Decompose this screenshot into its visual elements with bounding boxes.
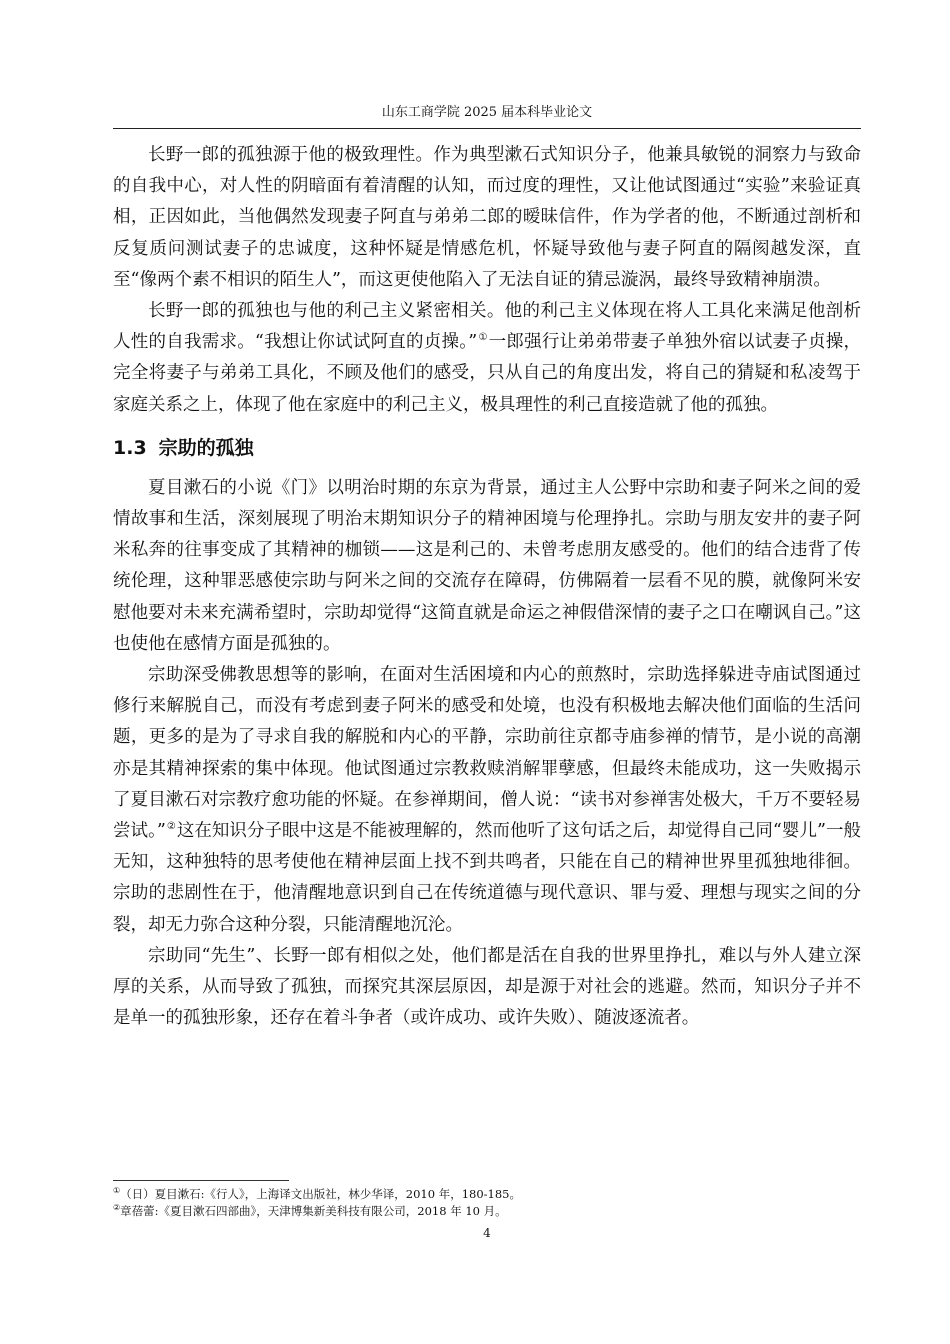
paragraph-4 <box>113 660 861 941</box>
footnote-1-text: （日）夏目漱石:《行人》，上海译文出版社，林少华译，2010 年，180-185。 <box>120 1187 522 1201</box>
footnote-1 <box>113 1186 861 1203</box>
paragraph-2-text-a: 长野一郎的孤独也与他的利己主义紧密相关。他的利己主义体现在将人工具化来满足他剖析人性的自我需求。“我想让你试试阿直的贞操。” <box>113 301 861 353</box>
paragraph-1: 长野一郎的孤独源于他的极致理性。作为典型漱石式知识分子，他兼具敏锐的洞察力与致命的自我中心，对人性的阴暗面有着清醒的认知，而过度的理性，又让他试图通过“实验”来验证真相，正因如此，当他偶然发现妻子阿直与弟弟二郎的暧昧信件，作为学者的他，不断通过剖析和反复质问测试妻子的忠诚度，这种怀疑是情感危机，怀疑导致他与妻子阿直的隔阂越发深，直至“像两个素不相识的陌生人”，而这更使他陷入了无法自证的猜忌漩涡，最终导致精神崩溃。 <box>113 145 861 290</box>
section-number: 1.3 <box>113 436 147 459</box>
body-text <box>113 140 861 1034</box>
header-rule <box>113 128 861 129</box>
paragraph-4-text-a: 宗助深受佛教思想等的影响，在面对生活困境和内心的煎熬时，宗助选择躲进寺庙试图通过修行来解脱自己，而没有考虑到妻子阿米的感受和处境，也没有积极地去解决他们面临的生活问题，更多的是为了寻求自我的解脱和内心的平静，宗助前往京都寺庙参禅的情节，是小说的高潮亦是其精神探索的集中体现。他试图通过宗教救赎消解罪孽感，但最终未能成功，这一失败揭示了夏目漱石对宗教疗愈功能的怀疑。在参禅期间，僧人说：“读书对参禅害处极大，千万不要轻易尝试。” <box>113 665 861 842</box>
footnote-rule <box>113 1180 289 1181</box>
paragraph-5: 宗助同“先生”、长野一郎有相似之处，他们都是活在自我的世界里挣扎，难以与外人建立深厚的关系，从而导致了孤独，而探究其深层原因，却是源于对社会的逃避。然而，知识分子并不是单一的孤独形象，还存在着斗争者（或许成功、或许失败）、随波逐流者。 <box>113 945 861 1029</box>
page-number: 4 <box>483 1226 491 1240</box>
paragraph-2 <box>113 296 861 421</box>
footnote-ref-2[interactable]: ② <box>166 821 176 833</box>
footnote-2-mark: ② <box>113 1203 121 1213</box>
paragraph-4-text-b: 这在知识分子眼中这是不能被理解的，然而他听了这句话之后，却觉得自己同“婴儿”一般无知，这种独特的思考使他在精神层面上找不到共鸣者，只能在自己的精神世界里孤独地徘徊。宗助的悲剧性在于，他清醒地意识到自己在传统道德与现代意识、罪与爱、理想与现实之间的分裂，却无力弥合这种分裂，只能清醒地沉沦。 <box>113 821 861 935</box>
footnote-2 <box>113 1203 861 1220</box>
footnotes <box>113 1186 861 1220</box>
paragraph-2-text-b: 一郎强行让弟弟带妻子单独外宿以试妻子贞操，完全将妻子与弟弟工具化，不顾及他们的感受，只从自己的角度出发，将自己的猜疑和私凌驾于家庭关系之上，体现了他在家庭中的利己主义，极具理性的利己直接造就了他的孤独。 <box>113 332 861 415</box>
footnote-2-text: 章蓓蕾:《夏目漱石四部曲》，天津博集新美科技有限公司，2018 年 10 月。 <box>120 1204 507 1218</box>
section-heading <box>113 427 861 469</box>
footnote-ref-1[interactable]: ① <box>478 332 488 344</box>
footnote-1-mark: ① <box>113 1186 121 1196</box>
section-title: 宗助的孤独 <box>158 436 254 459</box>
running-header: 山东工商学院 2025 届本科毕业论文 <box>381 105 593 120</box>
paragraph-3: 夏目漱石的小说《门》以明治时期的东京为背景，通过主人公野中宗助和妻子阿米之间的爱情故事和生活，深刻展现了明治末期知识分子的精神困境与伦理挣扎。宗助与朋友安井的妻子阿米私奔的往事变成了其精神的枷锁——这是利己的、未曾考虑朋友感受的。他们的结合违背了传统伦理，这种罪恶感使宗助与阿米之间的交流存在障碍，仿佛隔着一层看不见的膜，就像阿米安慰他要对未来充满希望时，宗助却觉得“这简直就是命运之神假借深情的妻子之口在嘲讽自己。”这也使他在感情方面是孤独的。 <box>113 477 861 654</box>
